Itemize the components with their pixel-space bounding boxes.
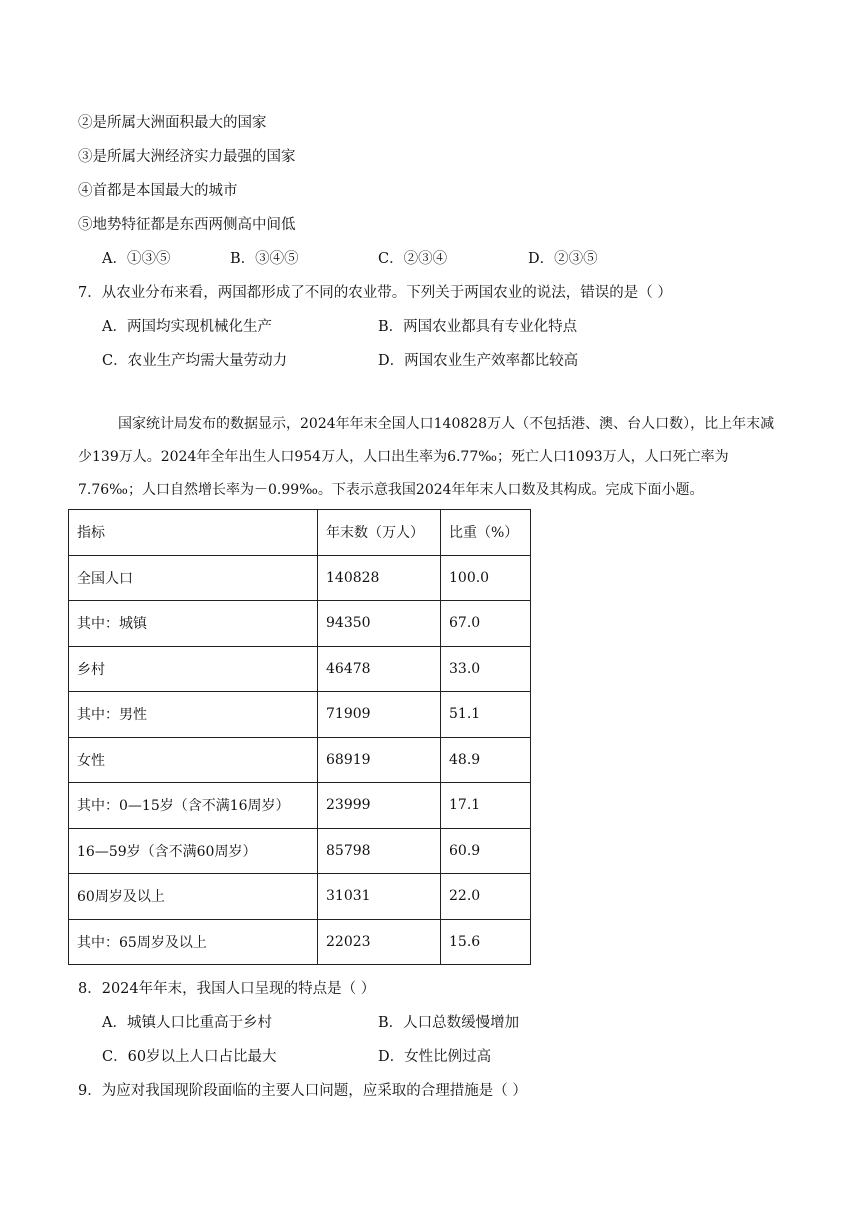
header-cell: 年末数（万人）: [318, 510, 441, 556]
table-row: [69, 919, 531, 965]
q6-item: ②是所属大洲面积最大的国家: [78, 115, 267, 131]
q8-option-b: B．人口总数缓慢增加: [378, 1015, 520, 1031]
table-cell: 94350: [318, 601, 441, 647]
table-cell: 女性: [69, 737, 318, 783]
passage: [78, 408, 778, 507]
table-row: [69, 555, 531, 601]
table-cell: 其中：城镇: [69, 601, 318, 647]
table-row: [69, 692, 531, 738]
table-cell: 100.0: [441, 555, 531, 601]
table-cell: 140828: [318, 555, 441, 601]
q7-option-c: C．农业生产均需大量劳动力: [102, 353, 288, 369]
table-cell: 乡村: [69, 646, 318, 692]
q6-option-b: B．③④⑤: [230, 251, 299, 267]
table-cell: 其中：65周岁及以上: [69, 919, 318, 965]
table-cell: 46478: [318, 646, 441, 692]
q6-option-d: D．②③⑤: [528, 251, 598, 267]
table-cell: 22.0: [441, 874, 531, 920]
q6-item: ③是所属大洲经济实力最强的国家: [78, 149, 296, 165]
q9-stem: 9．为应对我国现阶段面临的主要人口问题，应采取的合理措施是（ ）: [78, 1083, 527, 1099]
table-cell: 33.0: [441, 646, 531, 692]
table-cell: 23999: [318, 783, 441, 829]
q7-stem: 7．从农业分布来看，两国都形成了不同的农业带。下列关于两国农业的说法，错误的是（ ）: [78, 285, 672, 301]
table-header-row: [69, 510, 531, 556]
table-row: [69, 601, 531, 647]
table-cell: 71909: [318, 692, 441, 738]
q8-option-c: C．60岁以上人口占比最大: [102, 1049, 277, 1065]
q7-option-d: D．两国农业生产效率都比较高: [378, 353, 579, 369]
table-cell: 51.1: [441, 692, 531, 738]
q6-item: ④首都是本国最大的城市: [78, 183, 238, 199]
q7-option-b: B．两国农业都具有专业化特点: [378, 319, 578, 335]
table-row: [69, 646, 531, 692]
table-cell: 60.9: [441, 828, 531, 874]
table-cell: 85798: [318, 828, 441, 874]
header-cell: 指标: [69, 510, 318, 556]
header-cell: 比重（%）: [441, 510, 531, 556]
q8-option-a: A．城镇人口比重高于乡村: [102, 1015, 272, 1031]
table-cell: 48.9: [441, 737, 531, 783]
table-cell: 31031: [318, 874, 441, 920]
table-row: [69, 828, 531, 874]
q6-option-c: C．②③④: [378, 251, 448, 267]
q8-option-d: D．女性比例过高: [378, 1049, 492, 1065]
q7-option-a: A．两国均实现机械化生产: [102, 319, 272, 335]
table-cell: 67.0: [441, 601, 531, 647]
table-cell: 68919: [318, 737, 441, 783]
table-cell: 全国人口: [69, 555, 318, 601]
table-cell: 其中：0—15岁（含不满16周岁）: [69, 783, 318, 829]
table-cell: 16—59岁（含不满60周岁）: [69, 828, 318, 874]
table-row: [69, 737, 531, 783]
table-cell: 17.1: [441, 783, 531, 829]
q8-stem: 8．2024年年末，我国人口呈现的特点是（ ）: [78, 981, 376, 997]
q6-option-a: A．①③⑤: [102, 251, 171, 267]
table-cell: 60周岁及以上: [69, 874, 318, 920]
passage-text: 国家统计局发布的数据显示，2024年年末全国人口140828万人（不包括港、澳、台人口数），比上年末减少139万人。2024年全年出生人口954万人，人口出生率为6.77‰；死亡人口1093万人，人口死亡率为7.76‰；人口自然增长率为－0.99‰。下表示意我国2024年年末人口数及其构成。完成下面小题。: [78, 416, 775, 498]
table-cell: 其中：男性: [69, 692, 318, 738]
table-cell: 22023: [318, 919, 441, 965]
q6-item: ⑤地势特征都是东西两侧高中间低: [78, 217, 296, 233]
table-row: [69, 874, 531, 920]
table-cell: 15.6: [441, 919, 531, 965]
table-row: [69, 783, 531, 829]
population-table: [68, 509, 531, 965]
